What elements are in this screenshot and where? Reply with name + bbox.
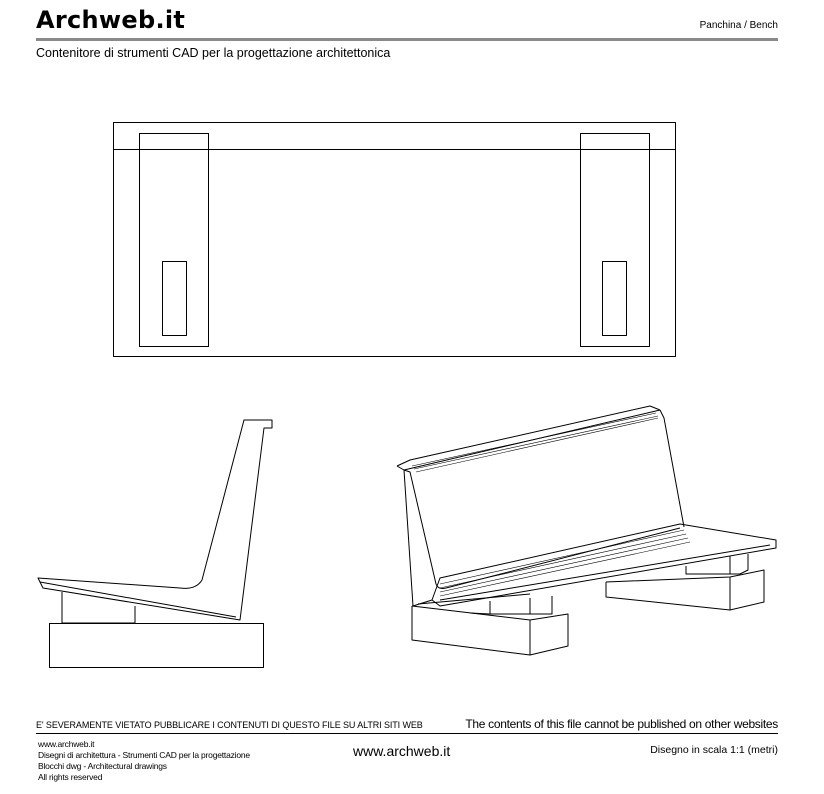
bench-side-view bbox=[38, 420, 272, 668]
copyright-warning-en: The contents of this file cannot be published on other websites bbox=[465, 717, 778, 731]
copyright-warning-it: E' SEVERAMENTE VIETATO PUBBLICARE I CONTENUTI DI QUESTO FILE SU ALTRI SITI WEB bbox=[36, 720, 423, 730]
drawing-scale: Disegno in scala 1:1 (metri) bbox=[650, 744, 778, 756]
footer-credit-line: www.archweb.it bbox=[38, 739, 95, 749]
footer-credit-line: Disegni di architettura - Strumenti CAD per la progettazione bbox=[38, 750, 250, 760]
page-subtitle: Contenitore di strumenti CAD per la progettazione architettonica bbox=[36, 46, 391, 60]
footer-credit-line: Blocchi dwg - Architectural drawings bbox=[38, 761, 167, 771]
category-en: Bench bbox=[749, 20, 778, 31]
bench-perspective-view bbox=[397, 406, 776, 655]
footer-website: www.archweb.it bbox=[353, 743, 451, 759]
archweb-logo: Archweb.it bbox=[36, 6, 186, 34]
category-separator: / bbox=[744, 20, 747, 31]
footer-credits bbox=[38, 739, 250, 783]
footer-credit-line: All rights reserved bbox=[38, 772, 103, 782]
bench-plan-view bbox=[114, 123, 676, 357]
footer-divider bbox=[36, 733, 778, 734]
category-it: Panchina bbox=[699, 20, 742, 31]
